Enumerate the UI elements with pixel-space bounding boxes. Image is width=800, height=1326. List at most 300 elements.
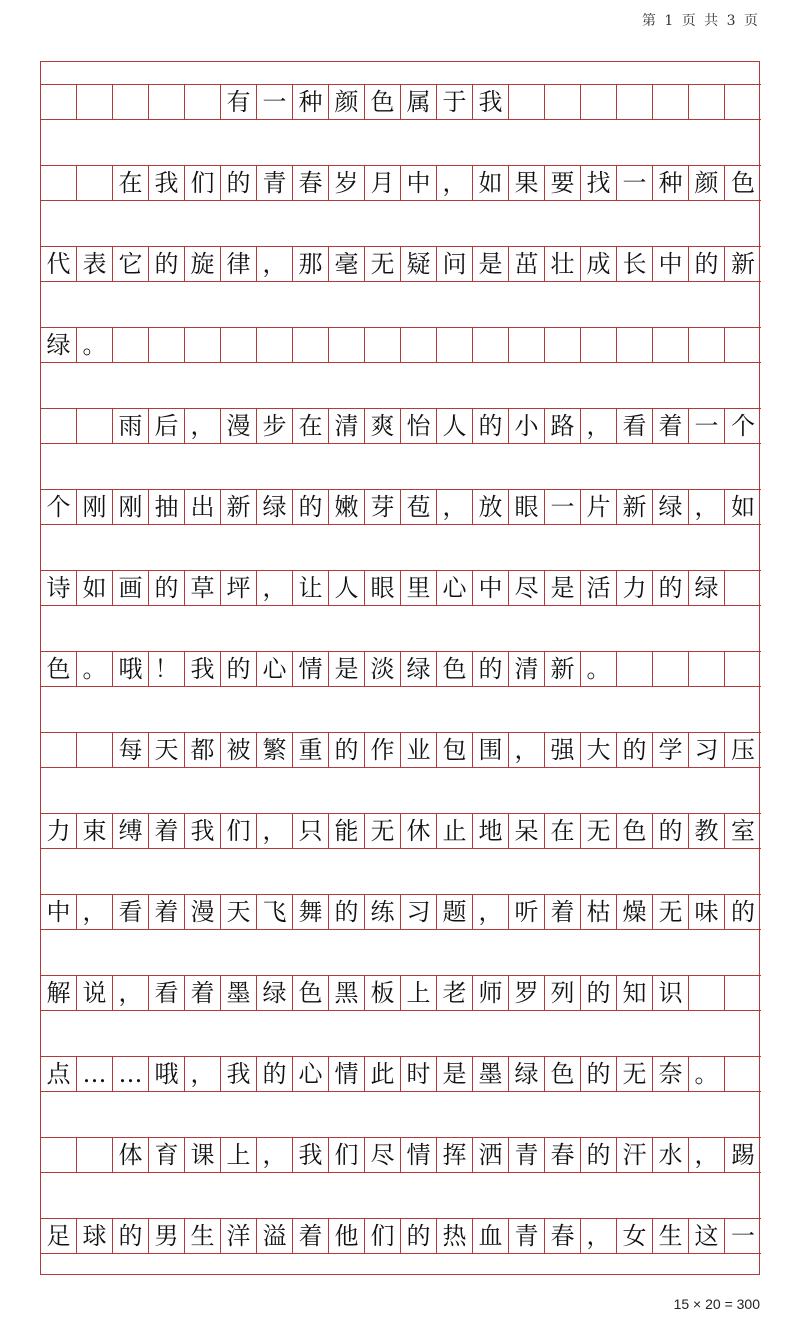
- grid-cell: 足: [41, 1219, 77, 1253]
- grid-cell: 长: [617, 247, 653, 281]
- grid-cell: 们: [221, 814, 257, 848]
- grid-cell: 眼: [365, 571, 401, 605]
- grid-cell: 。: [689, 1057, 725, 1091]
- grid-cell: 心: [293, 1057, 329, 1091]
- page-indicator: 第 1 页 共 3 页: [641, 13, 760, 29]
- grid-cell: 学: [653, 733, 689, 767]
- grid-cell: 一: [689, 409, 725, 443]
- grid-cell: 女: [617, 1219, 653, 1253]
- grid-cell: [689, 976, 725, 1010]
- grid-cell: [365, 328, 401, 362]
- grid-cell: 雨: [113, 409, 149, 443]
- grid-cell: 画: [113, 571, 149, 605]
- grid-cell: 是: [473, 247, 509, 281]
- grid-cell: [725, 652, 761, 686]
- grid-cell: 旋: [185, 247, 221, 281]
- grid-cell: [473, 328, 509, 362]
- grid-cell: 一: [257, 85, 293, 119]
- grid-cell: [653, 85, 689, 119]
- grid-cell: 诗: [41, 571, 77, 605]
- grid-cell: 罗: [509, 976, 545, 1010]
- grid-cell: 血: [473, 1219, 509, 1253]
- grid-cell: ，: [113, 976, 149, 1010]
- grid-cell: ，: [437, 490, 473, 524]
- grid-cell: [149, 85, 185, 119]
- grid-cell: [725, 571, 761, 605]
- grid-cell: 小: [509, 409, 545, 443]
- grid-cell: 挥: [437, 1138, 473, 1172]
- grid-cell: 新: [731, 250, 755, 278]
- grid-cell: 有: [221, 85, 257, 119]
- grid-cell: 情: [293, 652, 329, 686]
- grid-cell: ，: [77, 895, 113, 929]
- grid-cell: 。: [581, 652, 617, 686]
- grid-cell: [689, 85, 725, 119]
- grid-row: [41, 1137, 761, 1173]
- grid-cell: 眼: [509, 490, 545, 524]
- grid-cell: [41, 733, 77, 767]
- grid-cell: 刚: [77, 490, 113, 524]
- grid-cell: [725, 976, 761, 1010]
- grid-cell: 个: [731, 412, 755, 440]
- grid-cell: 清: [329, 409, 365, 443]
- grid-cell: 力: [41, 814, 77, 848]
- grid-cell: ，: [437, 166, 473, 200]
- grid-cell: 一: [731, 1222, 755, 1250]
- grid-cell: 疑: [401, 247, 437, 281]
- grid-cell: 绿: [689, 571, 725, 605]
- grid-cell: 心: [257, 652, 293, 686]
- grid-cell: 知: [617, 976, 653, 1010]
- grid-cell: 的: [731, 898, 755, 926]
- grid-cell: 着: [149, 814, 185, 848]
- grid-cell: 的: [149, 571, 185, 605]
- grid-cell: 壮: [545, 247, 581, 281]
- grid-cell: 是: [437, 1057, 473, 1091]
- grid-cell: ，: [581, 1219, 617, 1253]
- grid-cell: 色: [293, 976, 329, 1010]
- grid-cell: 表: [77, 247, 113, 281]
- grid-cell: 绿: [257, 490, 293, 524]
- grid-cell: 。: [77, 652, 113, 686]
- grid-cell: 练: [365, 895, 401, 929]
- grid-cell: 生: [653, 1219, 689, 1253]
- grid-cell: 们: [329, 1138, 365, 1172]
- grid-cell: 无: [365, 814, 401, 848]
- grid-row: [41, 732, 761, 768]
- grid-cell: 能: [329, 814, 365, 848]
- grid-cell: 春: [545, 1219, 581, 1253]
- grid-cell: 我: [185, 652, 221, 686]
- grid-cell: ，: [509, 733, 545, 767]
- grid-cell: 师: [473, 976, 509, 1010]
- grid-cell: 如: [473, 166, 509, 200]
- grid-cell: 的: [257, 1057, 293, 1091]
- grid-cell: 情: [401, 1138, 437, 1172]
- grid-cell: 坪: [221, 571, 257, 605]
- grid-cell: [545, 85, 581, 119]
- grid-cell: 的: [329, 733, 365, 767]
- grid-cell: 燥: [617, 895, 653, 929]
- grid-cell: 球: [77, 1219, 113, 1253]
- grid-cell: 新: [221, 490, 257, 524]
- grid-cell: 大: [581, 733, 617, 767]
- grid-cell: [41, 1138, 77, 1172]
- grid-cell: 后: [149, 409, 185, 443]
- grid-cell: [725, 1057, 761, 1091]
- grid-cell: 刚: [113, 490, 149, 524]
- grid-cell: 作: [365, 733, 401, 767]
- grid-cell: 的: [473, 652, 509, 686]
- grid-cell: 爽: [365, 409, 401, 443]
- grid-cell: 着: [545, 895, 581, 929]
- grid-cell: 无: [653, 895, 689, 929]
- grid-cell: 洒: [473, 1138, 509, 1172]
- grid-cell: 一: [617, 166, 653, 200]
- grid-cell: 步: [257, 409, 293, 443]
- grid-cell: 着: [653, 409, 689, 443]
- grid-cell: 生: [185, 1219, 221, 1253]
- grid-row: [41, 570, 761, 606]
- grid-row: [41, 84, 761, 120]
- grid-cell: 一: [545, 490, 581, 524]
- grid-cell: 色: [617, 814, 653, 848]
- grid-cell: 说: [77, 976, 113, 1010]
- grid-cell: [689, 652, 725, 686]
- grid-row: [41, 975, 761, 1011]
- grid-cell: 们: [365, 1219, 401, 1253]
- grid-cell: 的: [653, 814, 689, 848]
- grid-cell: 漫: [221, 409, 257, 443]
- grid-cell: 着: [293, 1219, 329, 1253]
- grid-cell: 呆: [509, 814, 545, 848]
- grid-cell: [509, 85, 545, 119]
- grid-cell: [185, 85, 221, 119]
- grid-cell: 听: [509, 895, 545, 929]
- grid-row: [41, 813, 761, 849]
- grid-cell: 习: [689, 733, 725, 767]
- grid-cell: 枯: [581, 895, 617, 929]
- grid-cell: ，: [257, 814, 293, 848]
- grid-cell: [653, 652, 689, 686]
- grid-cell: 板: [365, 976, 401, 1010]
- grid-cell: 色: [365, 85, 401, 119]
- grid-cell: 我: [293, 1138, 329, 1172]
- grid-cell: 时: [401, 1057, 437, 1091]
- grid-cell: 热: [437, 1219, 473, 1253]
- grid-cell: 洋: [221, 1219, 257, 1253]
- grid-cell: 重: [293, 733, 329, 767]
- grid-cell: [581, 328, 617, 362]
- grid-cell: 识: [653, 976, 689, 1010]
- grid-cell: 人: [329, 571, 365, 605]
- grid-cell: 种: [293, 85, 329, 119]
- grid-cell: [113, 328, 149, 362]
- grid-cell: 它: [113, 247, 149, 281]
- grid-cell: 色: [731, 169, 755, 197]
- grid-row: [41, 165, 761, 201]
- grid-cell: 个: [41, 490, 77, 524]
- grid-cell: 题: [437, 895, 473, 929]
- grid-cell: 的: [221, 166, 257, 200]
- grid-cell: 奈: [653, 1057, 689, 1091]
- grid-cell: 地: [473, 814, 509, 848]
- grid-cell: 繁: [257, 733, 293, 767]
- grid-cell: 舞: [293, 895, 329, 929]
- grid-cell: [293, 328, 329, 362]
- grid-cell: ，: [581, 409, 617, 443]
- grid-cell: 中: [401, 166, 437, 200]
- grid-cell: 绿: [653, 490, 689, 524]
- grid-cell: 毫: [329, 247, 365, 281]
- grid-cell: 看: [617, 409, 653, 443]
- grid-cell: [41, 85, 77, 119]
- grid-cell: 束: [77, 814, 113, 848]
- grid-cell: 漫: [185, 895, 221, 929]
- grid-cell: 尽: [509, 571, 545, 605]
- grid-cell: 我: [185, 814, 221, 848]
- grid-row: [41, 408, 761, 444]
- grid-cell: [617, 85, 653, 119]
- grid-cell: 围: [473, 733, 509, 767]
- grid-cell: …: [113, 1057, 149, 1091]
- grid-cell: [689, 328, 725, 362]
- grid-cell: [77, 733, 113, 767]
- grid-cell: 包: [437, 733, 473, 767]
- grid-cell: 的: [689, 247, 725, 281]
- grid-cell: 着: [149, 895, 185, 929]
- grid-cell: 他: [329, 1219, 365, 1253]
- grid-cell: 新: [545, 652, 581, 686]
- grid-cell: 体: [113, 1138, 149, 1172]
- grid-cell: 汗: [617, 1138, 653, 1172]
- grid-cell: 清: [509, 652, 545, 686]
- grid-cell: 出: [185, 490, 221, 524]
- grid-cell: [257, 328, 293, 362]
- grid-cell: 水: [653, 1138, 689, 1172]
- grid-cell: 男: [149, 1219, 185, 1253]
- grid-cell: 嫩: [329, 490, 365, 524]
- grid-cell: 这: [689, 1219, 725, 1253]
- grid-cell: 中: [41, 895, 77, 929]
- grid-cell: 色: [41, 652, 77, 686]
- grid-cell: 芽: [365, 490, 401, 524]
- grid-cell: 青: [509, 1219, 545, 1253]
- grid-row: [41, 1056, 761, 1092]
- grid-cell: 缚: [113, 814, 149, 848]
- grid-cell: 课: [185, 1138, 221, 1172]
- grid-cell: ，: [257, 571, 293, 605]
- grid-cell: ，: [689, 1138, 725, 1172]
- grid-cell: 上: [401, 976, 437, 1010]
- grid-cell: 绿: [41, 328, 77, 362]
- grid-cell: 老: [437, 976, 473, 1010]
- grid-cell: 无: [617, 1057, 653, 1091]
- grid-cell: 在: [113, 166, 149, 200]
- grid-cell: 黑: [329, 976, 365, 1010]
- grid-cell: [113, 85, 149, 119]
- grid-cell: 们: [185, 166, 221, 200]
- grid-row: [41, 489, 761, 525]
- grid-cell: 强: [545, 733, 581, 767]
- grid-cell: 点: [41, 1057, 77, 1091]
- grid-cell: 属: [401, 85, 437, 119]
- grid-cell: [509, 328, 545, 362]
- grid-cell: 放: [473, 490, 509, 524]
- grid-cell: 止: [437, 814, 473, 848]
- grid-cell: 墨: [221, 976, 257, 1010]
- grid-cell: 颜: [689, 166, 725, 200]
- grid-cell: ，: [689, 490, 725, 524]
- grid-cell: 心: [437, 571, 473, 605]
- grid-cell: 的: [113, 1219, 149, 1253]
- grid-cell: [41, 409, 77, 443]
- character-count: 15 × 20 = 300: [673, 1296, 760, 1312]
- grid-cell: 只: [293, 814, 329, 848]
- grid-cell: 中: [653, 247, 689, 281]
- grid-cell: [77, 1138, 113, 1172]
- grid-cell: 于: [437, 85, 473, 119]
- grid-cell: 的: [473, 409, 509, 443]
- grid-cell: 色: [437, 652, 473, 686]
- grid-cell: ，: [257, 1138, 293, 1172]
- grid-cell: 淡: [365, 652, 401, 686]
- grid-row: [41, 246, 761, 282]
- grid-cell: 路: [545, 409, 581, 443]
- grid-cell: 力: [617, 571, 653, 605]
- grid-cell: 业: [401, 733, 437, 767]
- grid-cell: 春: [545, 1138, 581, 1172]
- grid-cell: …: [77, 1057, 113, 1091]
- grid-cell: 种: [653, 166, 689, 200]
- grid-cell: [329, 328, 365, 362]
- grid-cell: 的: [329, 895, 365, 929]
- grid-cell: [77, 166, 113, 200]
- grid-cell: 片: [581, 490, 617, 524]
- grid-cell: 茁: [509, 247, 545, 281]
- grid-cell: 味: [689, 895, 725, 929]
- grid-cell: [437, 328, 473, 362]
- grid-cell: 的: [401, 1219, 437, 1253]
- grid-cell: 问: [437, 247, 473, 281]
- grid-cell: 习: [401, 895, 437, 929]
- grid-cell: 的: [149, 247, 185, 281]
- grid-cell: ，: [257, 247, 293, 281]
- grid-cell: 天: [149, 733, 185, 767]
- grid-cell: [41, 166, 77, 200]
- grid-row: [41, 327, 761, 363]
- grid-cell: 里: [401, 571, 437, 605]
- grid-cell: 飞: [257, 895, 293, 929]
- grid-cell: 是: [545, 571, 581, 605]
- grid-cell: [185, 328, 221, 362]
- grid-cell: 要: [545, 166, 581, 200]
- grid-cell: 哦: [149, 1057, 185, 1091]
- grid-cell: 的: [581, 1057, 617, 1091]
- grid-cell: 休: [401, 814, 437, 848]
- grid-cell: 都: [185, 733, 221, 767]
- grid-cell: [221, 328, 257, 362]
- grid-cell: 在: [293, 409, 329, 443]
- grid-cell: 我: [473, 85, 509, 119]
- grid-cell: 草: [185, 571, 221, 605]
- grid-cell: 如: [77, 571, 113, 605]
- grid-cell: 颜: [329, 85, 365, 119]
- grid-cell: 怡: [401, 409, 437, 443]
- grid-cell: 教: [689, 814, 725, 848]
- grid-cell: 在: [545, 814, 581, 848]
- grid-cell: [581, 85, 617, 119]
- grid-cell: 果: [509, 166, 545, 200]
- grid-cell: 墨: [473, 1057, 509, 1091]
- grid-row: [41, 651, 761, 687]
- grid-cell: 人: [437, 409, 473, 443]
- grid-cell: 绿: [509, 1057, 545, 1091]
- grid-cell: 的: [617, 733, 653, 767]
- grid-cell: 我: [221, 1057, 257, 1091]
- grid-cell: [77, 409, 113, 443]
- grid-cell: [617, 652, 653, 686]
- grid-cell: [77, 85, 113, 119]
- grid-cell: [149, 328, 185, 362]
- grid-cell: 每: [113, 733, 149, 767]
- grid-cell: 看: [149, 976, 185, 1010]
- grid-cell: 岁: [329, 166, 365, 200]
- grid-cell: 无: [581, 814, 617, 848]
- grid-cell: 天: [221, 895, 257, 929]
- grid-cell: [401, 328, 437, 362]
- grid-cell: 苞: [401, 490, 437, 524]
- grid-cell: 上: [221, 1138, 257, 1172]
- grid-cell: 代: [41, 247, 77, 281]
- grid-cell: ，: [473, 895, 509, 929]
- grid-cell: 压: [731, 736, 755, 764]
- grid-cell: 那: [293, 247, 329, 281]
- grid-cell: 溢: [257, 1219, 293, 1253]
- grid-cell: 是: [329, 652, 365, 686]
- grid-cell: ！: [149, 652, 185, 686]
- grid-cell: 室: [731, 817, 755, 845]
- grid-cell: 绿: [257, 976, 293, 1010]
- grid-cell: 无: [365, 247, 401, 281]
- grid-cell: ，: [185, 1057, 221, 1091]
- grid-cell: 中: [473, 571, 509, 605]
- grid-cell: 活: [581, 571, 617, 605]
- grid-cell: 情: [329, 1057, 365, 1091]
- grid-cell: 此: [365, 1057, 401, 1091]
- grid-row: [41, 1218, 761, 1254]
- grid-cell: 我: [149, 166, 185, 200]
- grid-cell: 着: [185, 976, 221, 1010]
- grid-cell: 新: [617, 490, 653, 524]
- grid-cell: 的: [221, 652, 257, 686]
- grid-cell: 被: [221, 733, 257, 767]
- grid-cell: 列: [545, 976, 581, 1010]
- grid-cell: [653, 328, 689, 362]
- grid-cell: 找: [581, 166, 617, 200]
- grid-cell: 如: [731, 493, 755, 521]
- grid-row: [41, 894, 761, 930]
- grid-cell: [617, 328, 653, 362]
- grid-cell: 律: [221, 247, 257, 281]
- grid-cell: 绿: [401, 652, 437, 686]
- grid-cell: 解: [41, 976, 77, 1010]
- grid-cell: 的: [653, 571, 689, 605]
- grid-cell: ，: [185, 409, 221, 443]
- grid-cell: 月: [365, 166, 401, 200]
- grid-cell: [725, 85, 761, 119]
- composition-grid-sheet: [40, 61, 760, 1275]
